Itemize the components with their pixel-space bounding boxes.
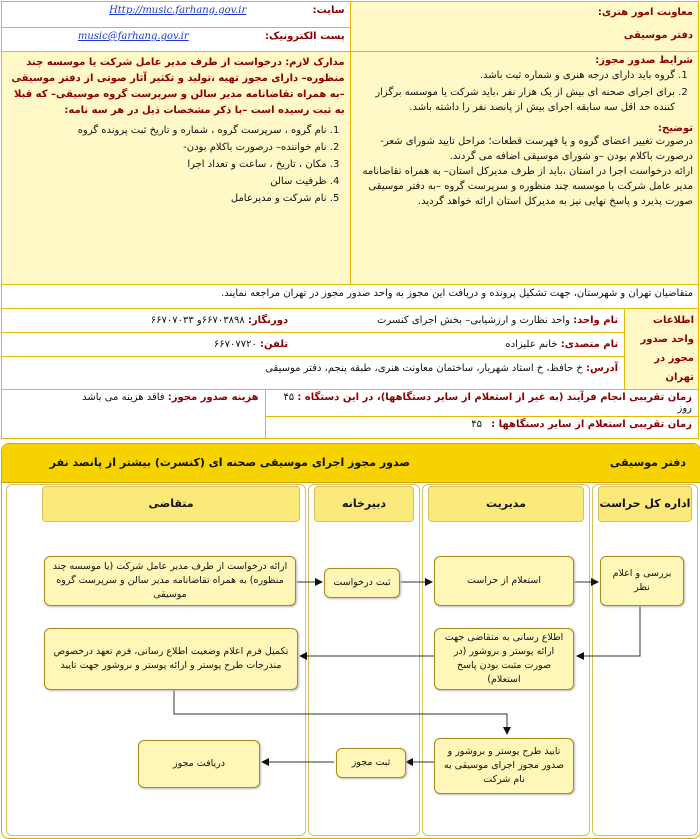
condition-item: 2. برای اجرای صحنه ای بیش از یک هزار نفر ،باید شرکت یا موسسه برگزار کننده حد اقل سه سابقه اجرای بیش از پانصد نفر را داشته باشد. [356, 85, 675, 115]
document-item: 2. نام خواننده– درصورت باکلام بودن- [7, 140, 327, 155]
lane-header-applicant: متقاضی [42, 486, 300, 522]
note-text: درصورت تغییر اعضای گروه و یا فهرست قطعات؛ مراحل تایید شورای شعر- درصورت باکلام بودن –و شورای موسیقی اضافه می گردند. [380, 136, 693, 162]
duration-value: ۴۵ روز [283, 392, 692, 414]
note-title: توضیح: [658, 123, 693, 134]
step-register: ثبت درخواست [324, 568, 400, 598]
email-cell [2, 28, 351, 52]
phone-value: ۶۶۷۰۷۷۲۰ [213, 339, 257, 350]
email-label: پست الکترونیک: [265, 31, 345, 42]
step-inquiry: استعلام از حراست [434, 556, 574, 606]
step-complete: تکمیل فرم اعلام وضعیت اطلاع رسانی، فرم تعهد درخصوص مندرجات طرح پوستر و ارائه پوستر و بروشور جهت تایید [44, 628, 298, 690]
flowchart-title: صدور مجوز اجرای موسیقی صحنه ای (کنسرت) بیشتر از پانصد نفر [49, 456, 410, 469]
officer-value: خانم علیزاده [505, 339, 558, 350]
applicants-note: متقاضیان تهران و شهرستان، جهت تشکیل پرونده و دریافت این مجوز به واحد صدور مجوز در تهران مراجعه نمایند. [221, 288, 693, 299]
fee-cell [2, 390, 266, 439]
document-item: 5. نام شرکت و مدیرعامل [7, 191, 327, 206]
fax-label: دورنگار: [247, 315, 289, 326]
inquiry-value: ۴۵ [471, 419, 482, 430]
document-item: 3. مکان ، تاریخ ، ساعت و تعداد اجرا [7, 157, 327, 172]
conditions-title: شرایط صدور مجوز: [595, 55, 693, 66]
fax-value: ۶۶۷۰۳۸۹۸و ۶۶۷۰۷۰۳۳ [150, 315, 245, 326]
documents-cell [2, 52, 351, 285]
unit-value: واحد نظارت و ارزشیابی– بخش اجرای کنسرت [377, 315, 570, 326]
process-flowchart [1, 443, 700, 839]
unit-label: نام واحد: [573, 315, 619, 326]
inquiry-cell [265, 417, 698, 439]
document-item: 4. ظرفیت سالن [7, 174, 327, 189]
unit-info-table [1, 308, 699, 390]
lane-header-secretariat: دبیرخانه [314, 486, 414, 522]
unit-info-title: اطلاعات واحد صدور مجوز در تهران [640, 315, 694, 383]
flowchart-dept: دفتر موسیقی [609, 456, 686, 469]
duration-cell [265, 390, 698, 417]
documents-intro: درخواست از طرف مدیر عامل شرکت یا موسسه چند منظوره– دارای مجوز تهیه ،تولید و تکثیر آثار صوتی از دفتر موسیقی –به همراه تقاضانامه مدیر سالن و سرپرست گروه موسیقی– که قبلا به ثبت رسیده است –با ذکر مشخصات ذیل در هر سه نامه: [11, 57, 345, 116]
duration-label: زمان تقریبی انجام فرآیند (به غیر از استعلام از سایر دستگاهها)، در این دستگاه : [297, 392, 692, 403]
phone-label: تلفن: [260, 339, 289, 350]
unit-info-details [2, 309, 625, 390]
lane-header-security: اداره کل حراست [598, 486, 692, 522]
documents-title: مدارک لازم: [285, 57, 345, 68]
fee-value: فاقد هزینه می باشد [82, 392, 165, 403]
applicants-note-cell [2, 285, 699, 309]
step-notify: اطلاع رسانی به متقاضی جهت ارائه پوستر و بروشور (در صورت مثبت بودن پاسخ استعلام) [434, 628, 574, 690]
address-value: خ حافظ، خ استاد شهریار، ساختمان معاونت هنری، طبقه پنجم، دفتر موسیقی [265, 363, 583, 374]
lane-header-management: مدیریت [428, 486, 584, 522]
step-approve: تایید طرح پوستر و بروشور و صدور مجوز اجرای موسیقی به نام شرکت [434, 738, 574, 794]
fee-label: هزینه صدور مجوز: [167, 392, 259, 403]
org-title: معاونت امور هنری: [597, 7, 693, 18]
inquiry-label: زمان تقریبی استعلام از سایر دستگاهها : [491, 419, 692, 430]
condition-item: 1. گروه باید دارای درجه هنری و شماره ثبت باشد. [356, 68, 675, 83]
unit-info-title-cell [625, 309, 699, 390]
license-page [1, 1, 699, 837]
document-item: 1. نام گروه ، سرپرست گروه ، شماره و تاریخ ثبت پرونده گروه [7, 123, 327, 138]
email-link[interactable]: music@farhang.gov.ir [77, 31, 189, 42]
step-register-permit: ثبت مجوز [336, 748, 406, 778]
step-review: بررسی و اعلام نظر [600, 556, 684, 606]
conditions-cell [350, 52, 698, 285]
license-info-table [1, 1, 699, 309]
address-label: آدرس: [585, 363, 619, 374]
site-link[interactable]: Http://music.farhang.gov.ir [109, 5, 247, 16]
arrow-complete-to-approve [174, 690, 507, 734]
timing-table [1, 389, 699, 439]
org-dept: دفتر موسیقی [623, 30, 693, 41]
officer-label: نام متصدی: [560, 339, 619, 350]
arrow-review-to-notify [577, 606, 640, 656]
step-request: ارائه درخواست از طرف مدیر عامل شرکت (یا موسسه چند منظوره) به همراه تقاضانامه مدیر سالن و سرپرست گروه موسیقی [44, 556, 296, 606]
org-cell [350, 2, 698, 52]
site-label: سایت: [312, 5, 345, 16]
site-cell [2, 2, 351, 28]
step-receive-permit: دریافت مجوز [138, 740, 260, 788]
note-text: ارائه درخواست اجرا در استان ،باید از طرف مدیرکل استان– به همراه تقاضانامه مدیر عامل شرکت یا موسسه چند منظوره و سرپرست گروه –به دفتر موسیقی صورت پذیرد و پاسخ نهایی نیز به مدیرکل استان ارائه خواهد گردید. [362, 166, 693, 207]
